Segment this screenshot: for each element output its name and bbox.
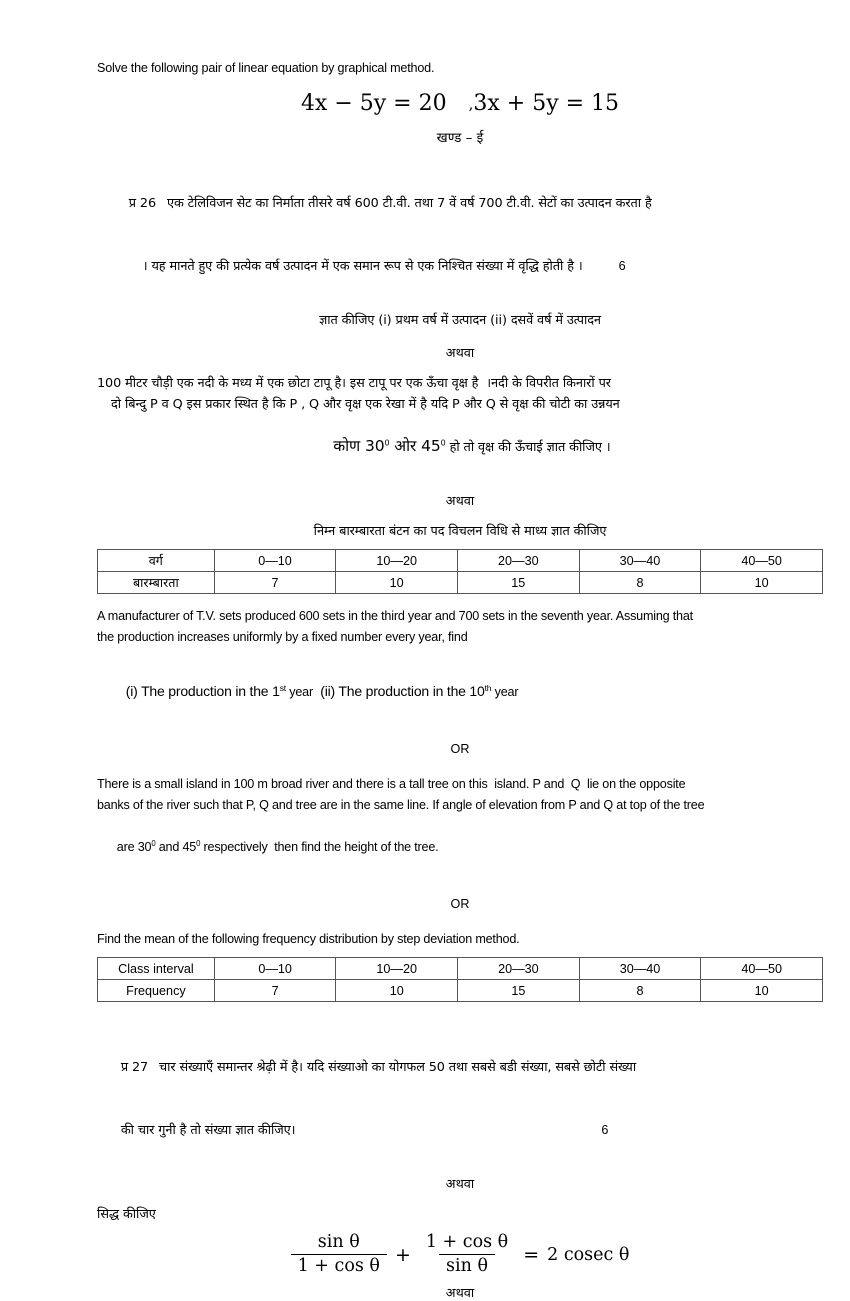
table-cell: 15 xyxy=(457,572,579,594)
spacer xyxy=(97,1002,823,1036)
table-cell: 10—20 xyxy=(336,550,458,572)
q26-island-en-angle-pre: are 30 xyxy=(116,840,152,854)
ordinal-suffix: th xyxy=(484,682,492,693)
fraction-1-denominator: 1 + cos θ xyxy=(291,1254,387,1277)
table-row-label: वर्ग xyxy=(98,550,215,572)
q26-hindi-table-wrapper xyxy=(97,549,823,594)
q26-island-english-line3 xyxy=(97,816,823,879)
linear-equation-pair xyxy=(97,91,823,116)
table-cell: 8 xyxy=(579,572,701,594)
q27-hindi-line2-row xyxy=(97,1099,823,1162)
identity-expression xyxy=(291,1233,630,1276)
table-cell: 15 xyxy=(458,980,580,1002)
q26-hindi-line2-row xyxy=(97,235,823,298)
q26-hindi-find: ज्ञात कीजिए (i) प्रथम वर्ष में उत्पादन (ii) दसवें वर्ष में उत्पादन xyxy=(319,313,601,328)
spacer xyxy=(97,648,823,660)
spacer xyxy=(97,298,823,310)
q26-island-hindi-line3 xyxy=(97,415,823,479)
q27-hindi-line2: की चार गुनी है तो संख्या ज्ञात कीजिए। xyxy=(120,1123,296,1138)
q26-english-find-row xyxy=(97,660,823,724)
table-cell: 10—20 xyxy=(336,958,458,980)
frequency-table-english xyxy=(97,957,823,1002)
equation-comma: , xyxy=(468,95,474,113)
plus-operator: + xyxy=(394,1243,411,1266)
q27-prove-hindi: सिद्ध कीजिए xyxy=(97,1207,156,1222)
spacer xyxy=(97,479,823,491)
degree-symbol-icon: 0 xyxy=(440,438,446,448)
q26-island-english-line1: There is a small island in 100 m broad river and there is a tall tree on this island. P and Q lie on the opposite xyxy=(97,777,686,791)
degree-symbol-icon: 0 xyxy=(151,838,156,848)
q26-find-ii-pre: (ii) The production in the 10 xyxy=(320,683,485,699)
question-26-hindi-block xyxy=(97,172,823,298)
spacer xyxy=(97,116,823,128)
table-cell: 10 xyxy=(336,980,458,1002)
degree-symbol-icon: 0 xyxy=(196,838,201,848)
table-cell: 8 xyxy=(579,980,701,1002)
q27-hindi-line1-row xyxy=(97,1036,823,1099)
q26-hindi-line1-row xyxy=(97,172,823,235)
spacer xyxy=(97,542,823,549)
table-cell: 40—50 xyxy=(701,550,823,572)
table-row-label: बारम्बारता xyxy=(98,572,215,594)
q26-find-i-post: year xyxy=(285,685,317,699)
fraction-2-numerator: 1 + cos θ xyxy=(425,1232,509,1252)
spacer xyxy=(97,146,823,172)
q26-hindi-line2: । यह मानते हुए की प्रत्येक वर्ष उत्पादन में एक समान रूप से एक निश्चित संख्या में वृद्धि होती है । xyxy=(142,259,583,274)
spacer xyxy=(97,331,823,343)
table-row-label: Frequency xyxy=(98,980,215,1002)
q27-number: प्र 27 xyxy=(120,1060,149,1075)
table-cell: 30—40 xyxy=(579,550,701,572)
table-row xyxy=(98,572,823,594)
frequency-table-hindi xyxy=(97,549,823,594)
fraction-2-denominator: sin θ xyxy=(439,1254,495,1277)
q27-marks: 6 xyxy=(601,1123,609,1137)
spacer xyxy=(97,724,823,742)
q26-or-english-1: OR xyxy=(450,742,470,756)
table-cell: 40—50 xyxy=(701,958,823,980)
spacer xyxy=(97,1162,823,1174)
q26-island-english-line2: banks of the river such that P, Q and tree are in the same line. If angle of elevation from P and Q at top of the tree xyxy=(97,798,705,812)
q26-marks: 6 xyxy=(618,259,626,273)
table-row xyxy=(98,958,823,980)
table-cell: 7 xyxy=(214,980,336,1002)
equals-operator: = xyxy=(523,1243,540,1266)
table-cell: 10 xyxy=(336,572,458,594)
q26-english-line2: the production increases uniformly by a fixed number every year, find xyxy=(97,630,468,644)
table-cell: 0—10 xyxy=(214,550,336,572)
spacer xyxy=(97,1225,823,1232)
table-cell: 7 xyxy=(214,572,336,594)
q26-or-hindi-1: अथवा xyxy=(445,346,475,361)
spacer xyxy=(97,756,823,774)
trig-identity xyxy=(97,1232,823,1276)
q26-english-table-wrapper xyxy=(97,957,823,1002)
q26-english-line1: A manufacturer of T.V. sets produced 600 sets in the third year and 700 sets in the seventh year. Assuming that xyxy=(97,609,693,623)
table-row xyxy=(98,550,823,572)
section-heading: खण्ड – ई xyxy=(436,130,484,146)
page-content xyxy=(97,58,823,1301)
q26-island-hindi-line2: दो बिन्दु P व Q इस प्रकार स्थित है कि P , Q और वृक्ष एक रेखा में है यदि P और Q से वृक्ष की चोटी का उन्नयन xyxy=(111,397,620,412)
degree-symbol-icon: 0 xyxy=(384,438,390,448)
q26-find-ii-post: year xyxy=(491,685,519,699)
spacer xyxy=(97,879,823,897)
fraction-2 xyxy=(419,1233,515,1276)
graphical-method-instruction: Solve the following pair of linear equation by graphical method. xyxy=(97,61,435,75)
table-row xyxy=(98,980,823,1002)
q26-island-hi-angle-mid: ओर 45 xyxy=(389,437,441,455)
q26-island-hindi-line1: 100 मीटर चौड़ी एक नदी के मध्य में एक छोटा टापू है। इस टापू पर एक ऊँचा वृक्ष है ।नदी के विपरीत किनारों पर xyxy=(97,376,611,391)
q27-or-hindi-1: अथवा xyxy=(445,1177,475,1192)
spacer xyxy=(97,950,823,957)
q26-island-en-angle-mid: and 45 xyxy=(155,840,197,854)
q26-mean-english-instruction: Find the mean of the following frequency distribution by step deviation method. xyxy=(97,932,520,946)
q26-hindi-line1: एक टेलिविजन सेट का निर्माता तीसरे वर्ष 600 टी.वी. तथा 7 वें वर्ष 700 टी.वी. सेटों का उत्पादन करता है xyxy=(166,196,652,211)
spacer xyxy=(97,361,823,373)
spacer xyxy=(97,1192,823,1204)
spacer xyxy=(97,594,823,606)
table-cell: 20—30 xyxy=(458,958,580,980)
ordinal-suffix: st xyxy=(279,682,286,693)
table-cell: 0—10 xyxy=(214,958,336,980)
table-cell: 10 xyxy=(701,572,823,594)
q26-mean-hindi-instruction: निम्न बारम्बारता बंटन का पद विचलन विधि से माध्य ज्ञात कीजिए xyxy=(313,524,607,539)
spacer xyxy=(97,509,823,521)
table-cell: 10 xyxy=(701,980,823,1002)
equation-left: 4x − 5y = 20 xyxy=(300,91,447,116)
fraction-1-numerator: sin θ xyxy=(317,1232,360,1252)
q27-hindi-line1: चार संख्याएँ समान्तर श्रेढ़ी में है। यदि संख्याओ का योगफल 50 तथा सबसे बडी संख्या, सबसे छोटी संख्या xyxy=(159,1060,637,1075)
q26-or-hindi-2: अथवा xyxy=(445,494,475,509)
q26-island-hi-angle-pre: कोण 30 xyxy=(333,437,385,455)
spacer xyxy=(97,911,823,929)
table-cell: 20—30 xyxy=(457,550,579,572)
spacer xyxy=(97,1276,823,1283)
spacer xyxy=(97,79,823,91)
q26-or-english-2: OR xyxy=(450,897,470,911)
q26-island-en-angle-post: respectively then find the height of the tree. xyxy=(200,840,439,854)
identity-right-hand-side: 2 cosec θ xyxy=(547,1244,630,1265)
table-row-label: Class interval xyxy=(98,958,215,980)
q27-or-hindi-2: अथवा xyxy=(445,1286,475,1301)
fraction-1 xyxy=(291,1233,387,1276)
equation-right: 3x + 5y = 15 xyxy=(473,91,620,116)
q26-island-hi-angle-post: हो तो वृक्ष की ऊँचाई ज्ञात कीजिए । xyxy=(445,440,611,455)
q26-number: प्र 26 xyxy=(128,196,156,211)
q26-find-i-pre: (i) The production in the 1 xyxy=(125,683,280,699)
table-cell: 30—40 xyxy=(579,958,701,980)
